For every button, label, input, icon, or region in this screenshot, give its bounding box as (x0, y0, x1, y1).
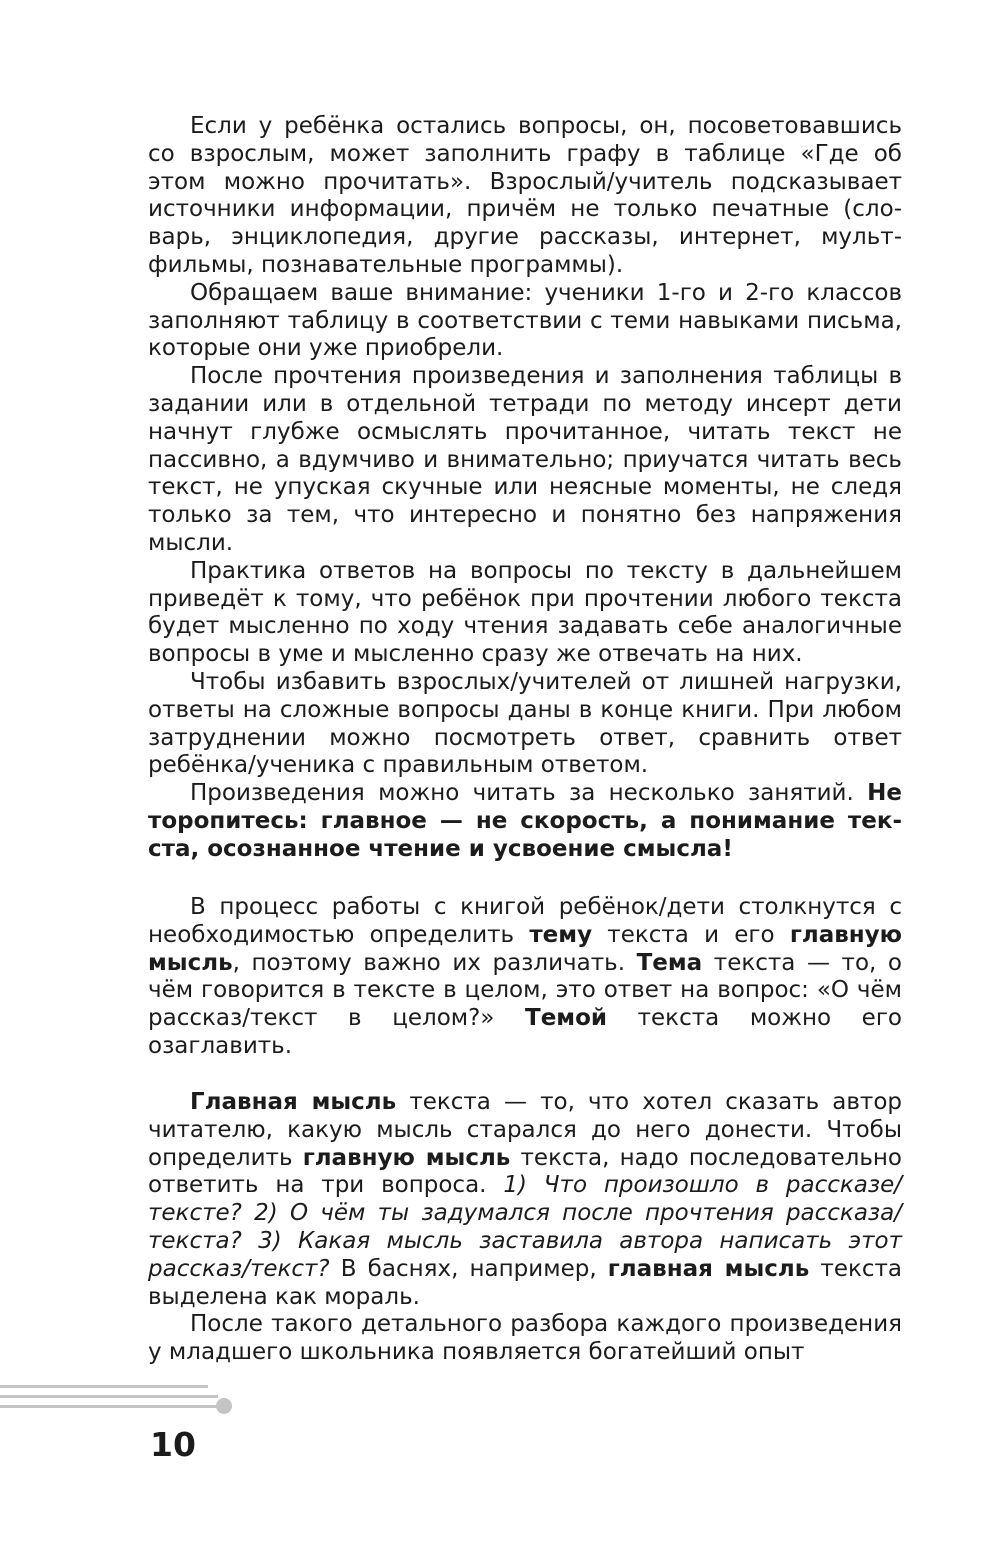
p7-bold-temoi: Темой (525, 1005, 608, 1032)
p7-bold-tema-2: Тема (636, 949, 703, 976)
p8-bold-c: главную мысль (302, 1144, 511, 1171)
paragraph-3: После прочтения произведения и заполнения таблицы в задании или в отдельной тетради по методу инсерт дети начнут глубже осмыслять прочитанное, читать текст не пассивно, а вдумчиво и внимательно; приучатся читать весь текст, не упуская скучные или неясные моменты, не следя только за тем, что интересно и понятно без напряжения мысли. (148, 363, 902, 556)
text-block-theme (148, 894, 902, 1061)
page-number: 10 (150, 1425, 196, 1464)
paragraph-5: Чтобы избавить взрослых/учителей от лишней нагрузки, ответы на сложные вопросы даны в конце книги. При любом затруднении можно посмотреть ответ, сравнить ответ ребёнка/ученика с правильным ответом. (148, 668, 902, 779)
p8-italic-questions: 1) Что произошло в рассказе/ тексте? 2) О чём ты задумался после прочтения рассказа/текста? 3) Какая мысль заставила автора написать этот рассказ/текст? (148, 1172, 902, 1282)
p8-text-h: текста выделена как мораль. (148, 1255, 903, 1310)
p7-text-a: В процесс работы с книгой ребёнок/дети столкнутся с необходимостью определить (148, 894, 902, 948)
p8-text-b: текста — то, что хотел сказать автор читателю, какую мысль старался до него донести. Чтобы определить (148, 1089, 903, 1171)
p7-text-i: текста можно его озаглавить. (148, 1005, 902, 1059)
footer-rule-line (0, 1385, 208, 1388)
p8-bold-g: главная мысль (607, 1255, 810, 1282)
p8-text-f: В баснях, например, (329, 1255, 608, 1282)
footer-rule-line (0, 1405, 222, 1408)
paragraph-2: Обращаем ваше внимание: ученики 1-го и 2-го классов заполняют таблицу в соответствии с теми навыками письма, которые они уже приобрели. (148, 279, 902, 362)
p7-text-g: текста — то, о чём говорится в тексте в целом, это ответ на вопрос: «О чём рассказ/текст в целом?» (148, 949, 902, 1032)
paragraph-8 (148, 1089, 902, 1311)
text-block-top (148, 113, 902, 864)
paragraph-9: После такого детального разбора каждого произведения у младшего школьника появляется богатейший опыт (148, 1311, 902, 1366)
p7-text-e: , поэтому важно их различать. (232, 949, 637, 976)
text-block-main-idea (148, 1089, 902, 1367)
p8-text-d: текста, надо последовательно ответить на три вопроса. (148, 1144, 902, 1199)
p7-text-c: текста и его (592, 921, 790, 948)
p7-bold-main-idea: главную мысль (148, 921, 903, 976)
footer-rule-line (0, 1395, 218, 1398)
footer-rule-dot (216, 1398, 232, 1414)
p7-bold-tema: тему (529, 921, 593, 948)
paragraph-6-bold: Не торопитесь: главное — не скорость, а понимание текста, осознанное чтение и усвоение смысла! (148, 780, 902, 862)
paragraph-1: Если у ребёнка остались вопросы, он, посоветовавшись со взрослым, может заполнить графу в таблице «Где об этом можно прочитать». Взрослый/учитель подсказывает источники информации, причём не только печатные (словарь, энциклопедия, другие рассказы, интернет, мультфильмы, познавательные программы). (148, 113, 902, 278)
paragraph-6-text: Произведения можно читать за несколько занятий. (190, 780, 868, 807)
p8-bold-a: Главная мысль (190, 1089, 397, 1115)
paragraph-6 (148, 780, 902, 863)
paragraph-7 (148, 894, 902, 1061)
paragraph-4: Практика ответов на вопросы по тексту в дальнейшем приведёт к тому, что ребёнок при прочтении любого текста будет мысленно по ходу чтения задавать себе аналогичные вопросы в уме и мысленно сразу же отвечать на них. (148, 557, 902, 668)
